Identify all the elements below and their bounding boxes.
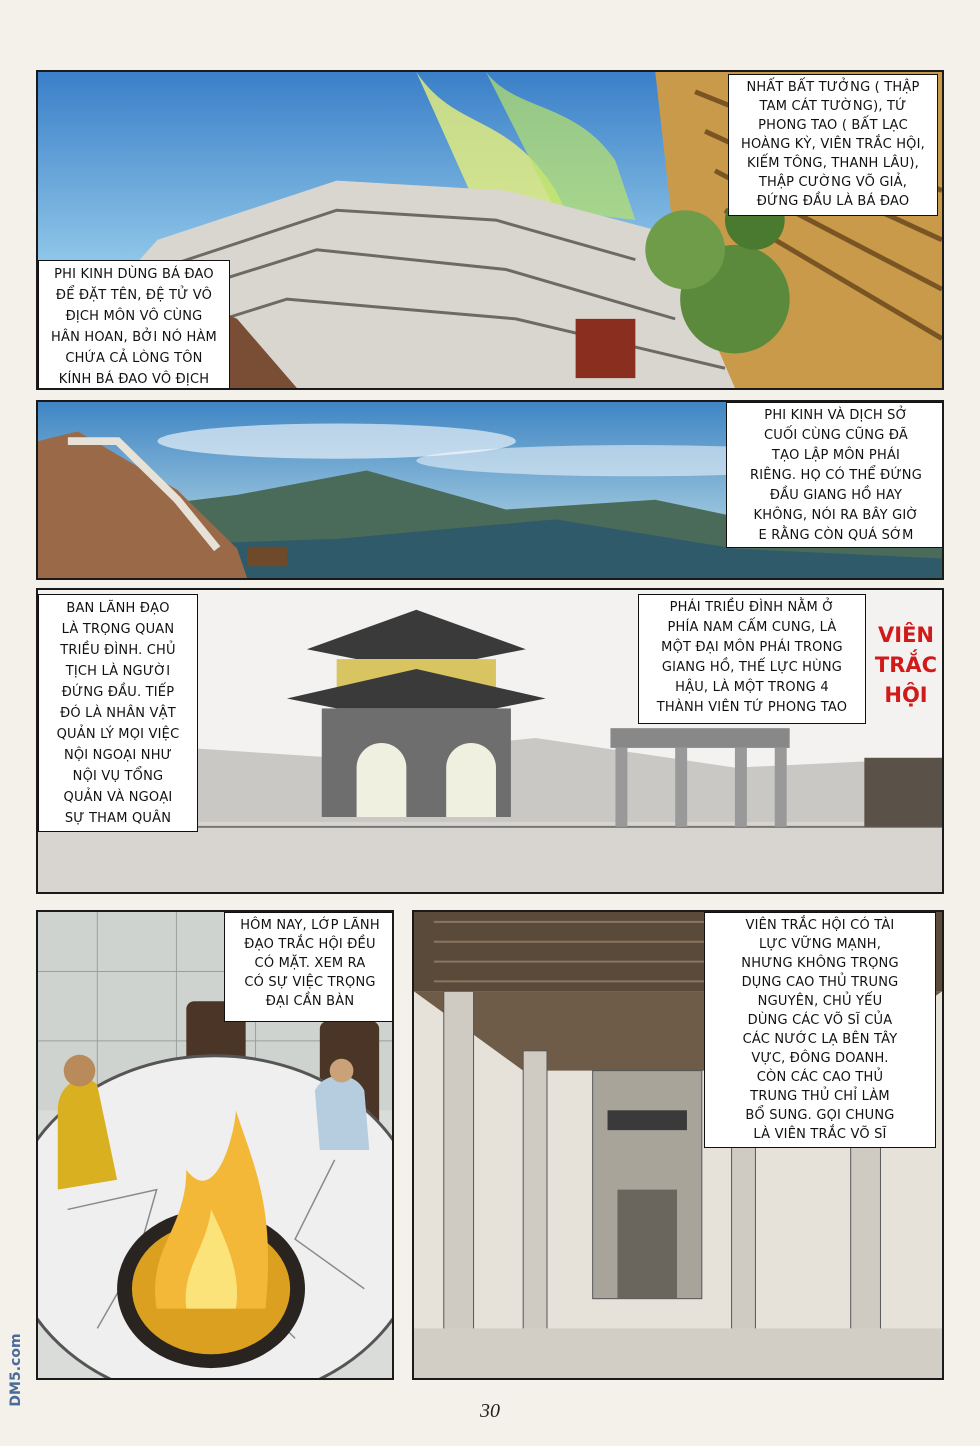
panel-landscape	[36, 400, 944, 580]
caption-center: PHÁI TRIỀU ĐÌNH NẰM Ở PHÍA NAM CẤM CUNG, LÀ MỘT ĐẠI MÔN PHÁI TRONG GIANG HỒ, THẾ LỰC HÙNG HẬU, LÀ MỘT TRONG 4 THÀNH VIÊN TỨ PHONG TAO	[638, 594, 866, 724]
page-number: 30	[480, 1400, 500, 1422]
caption-left: PHI KINH DÙNG BÁ ĐAO ĐỂ ĐẶT TÊN, ĐỆ TỬ VÔ ĐỊCH MÔN VÔ CÙNG HÂN HOAN, BỞI NÓ HÀM CHỨA CẢ LÒNG TÔN KÍNH BÁ ĐAO VÔ ĐỊCH	[38, 260, 230, 390]
panel-hall	[412, 910, 944, 1380]
panel-mountain-temple	[36, 70, 944, 390]
caption-right: PHI KINH VÀ DỊCH SỞ CUỐI CÙNG CŨNG ĐÃ TẠO LẬP MÔN PHÁI RIÊNG. HỌ CÓ THỂ ĐỨNG ĐẦU GIANG HỒ HAY KHÔNG, NÓI RA BÂY GIỜ E RẰNG CÒN QUÁ SỚM	[726, 402, 944, 548]
panel-pagoda	[36, 588, 944, 894]
caption-left: BAN LÃNH ĐẠO LÀ TRỌNG QUAN TRIỀU ĐÌNH. CHỦ TỊCH LÀ NGƯỜI ĐỨNG ĐẦU. TIẾP ĐÓ LÀ NHÂN VẬT QUẢN LÝ MỌI VIỆC NỘI NGOẠI NHƯ NỘI VỤ TỔNG QUẢN VÀ NGOẠI SỰ THAM QUÂN	[38, 594, 198, 832]
title-red: VIÊN TRẮC HỘI	[874, 623, 938, 707]
caption-top-right: NHẤT BẤT TƯỞNG ( THẬP TAM CÁT TƯỜNG), TỨ PHONG TAO ( BẤT LẠC HOÀNG KỲ, VIÊN TRẮC HỘI, KIẾM TÔNG, THANH LÂU), THẬP CƯỜNG VÕ GIẢ, ĐỨNG ĐẦU LÀ BÁ ĐAO	[728, 74, 938, 216]
panel-round-table	[36, 910, 394, 1380]
caption: VIÊN TRẮC HỘI CÓ TÀI LỰC VỮNG MẠNH, NHƯNG KHÔNG TRỌNG DỤNG CAO THỦ TRUNG NGUYÊN, CHỦ YẾU DÙNG CÁC VÕ SĨ CỦA CÁC NƯỚC LẠ BÊN TÂY VỰC, ĐÔNG DOANH. CÒN CÁC CAO THỦ TRUNG THỦ CHỈ LÀM BỔ SUNG. GỌI CHUNG LÀ VIÊN TRẮC VÕ SĨ	[704, 912, 936, 1148]
caption: HÔM NAY, LỚP LÃNH ĐẠO TRẮC HỘI ĐỀU CÓ MẶT. XEM RA CÓ SỰ VIỆC TRỌNG ĐẠI CẦN BÀN	[224, 912, 394, 1022]
svg-text:DM5.com: DM5.com	[8, 1333, 24, 1407]
